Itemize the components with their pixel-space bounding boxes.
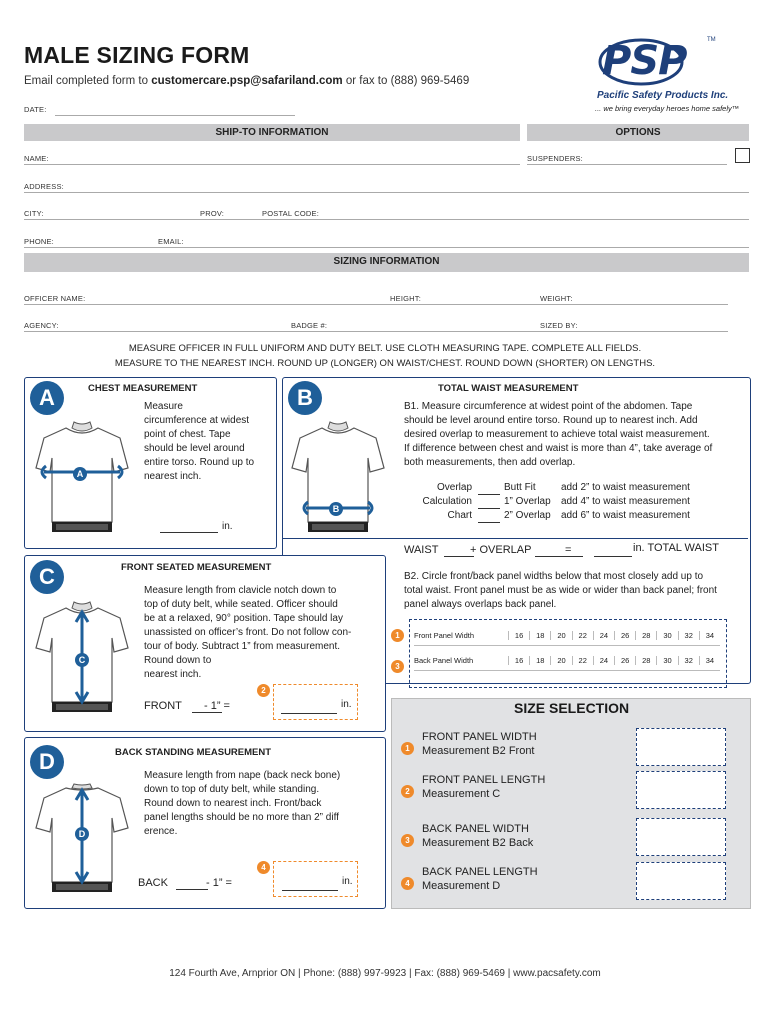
panel-width-option[interactable]: 16	[509, 656, 530, 665]
badge-label: BADGE #:	[291, 321, 328, 330]
size-item-num: 2	[401, 785, 414, 798]
name-field[interactable]	[24, 164, 520, 165]
panel-width-option[interactable]: 22	[573, 631, 594, 640]
suspenders-label: SUSPENDERS:	[527, 154, 583, 163]
email-instructions: Email completed form to customercare.psp@safariland.com or fax to (888) 969-5469	[24, 75, 470, 87]
chest-letter-badge: A	[30, 381, 64, 415]
height-label: HEIGHT:	[390, 294, 421, 303]
back-standing-instructions: Measure length from nape (back neck bone) down to top of duty belt, while standing. Round down to nearest inch. Front/back panel lengths should be no more than 2” diff erence.	[144, 770, 341, 837]
city-prov-postal-field[interactable]	[24, 219, 749, 220]
overlap-chart-rows	[478, 481, 690, 523]
panel-width-option[interactable]: 20	[551, 631, 572, 640]
logo-tagline: ... we bring everyday heroes home safely™	[595, 104, 740, 113]
panel-width-option[interactable]: 22	[573, 656, 594, 665]
back-length-num: 4	[257, 861, 270, 874]
chest-instructions: Measure circumference at widest point of chest. Tape should be level around entire torso. Round up to nearest inch.	[144, 401, 255, 482]
size-item-back-length: BACK PANEL LENGTH Measurement D	[422, 866, 538, 892]
front-length-select-box[interactable]	[636, 771, 726, 809]
size-item-front-width: FRONT PANEL WIDTH Measurement B2 Front	[422, 731, 537, 757]
email-address[interactable]: customercare.psp@safariland.com	[151, 75, 343, 87]
agency-label: AGENCY:	[24, 321, 59, 330]
front-label: FRONT	[144, 700, 182, 712]
size-item-back-width: BACK PANEL WIDTH Measurement B2 Back	[422, 823, 534, 849]
address-label: ADDRESS:	[24, 182, 64, 191]
waist-arrow-label: B	[329, 502, 343, 516]
back-label: BACK	[138, 877, 168, 889]
options-heading: OPTIONS	[527, 124, 749, 141]
agency-badge-sizedby-field[interactable]	[24, 331, 728, 332]
sizing-heading: SIZING INFORMATION	[24, 253, 749, 272]
sized-by-label: SIZED BY:	[540, 321, 578, 330]
back-unit: in.	[342, 876, 353, 887]
overlap-row[interactable]: 2” Overlap add 6” to waist measurement	[478, 509, 690, 523]
chest-unit: in.	[222, 521, 233, 532]
overlap-row[interactable]: Butt Fit add 2” to waist measurement	[478, 481, 690, 495]
panel-width-option[interactable]: 28	[636, 631, 657, 640]
back-standing-letter-badge: D	[30, 745, 64, 779]
waist-letter-badge: B	[288, 381, 322, 415]
logo-tm: TM	[707, 37, 716, 43]
waist-b2-instructions: B2. Circle front/back panel widths below that most closely add up to total waist. Front panel must be as wide or wider than back panel; front panel always overlaps back panel.	[404, 571, 717, 610]
front-panel-row	[414, 625, 720, 646]
overlap-row[interactable]: 1” Overlap add 4” to waist measurement	[478, 495, 690, 509]
chest-measurement-field[interactable]	[160, 532, 218, 533]
back-minus-label: - 1” =	[206, 877, 232, 889]
back-raw-field[interactable]	[176, 889, 208, 890]
back-panel-label: Back Panel Width	[414, 656, 509, 665]
overlap-label: + OVERLAP	[470, 544, 532, 556]
front-length-field[interactable]	[281, 713, 337, 714]
front-minus-label: - 1” =	[204, 700, 230, 712]
waist-field[interactable]	[444, 556, 474, 557]
waist-b1-instructions: B1. Measure circumference at widest point of the abdomen. Tape should be level around entire torso. Round up to nearest inch. Add desired overlap to measurement to achieve total waist measurement. If difference between chest and waist is more than 4”, take average of both measurements, then add overlap.	[404, 401, 713, 468]
panel-width-option[interactable]: 24	[594, 631, 615, 640]
back-panel-num: 3	[391, 660, 404, 673]
chest-title: CHEST MEASUREMENT	[88, 383, 198, 394]
front-width-box[interactable]	[636, 728, 726, 766]
size-item-num: 3	[401, 834, 414, 847]
overlap-field[interactable]	[535, 556, 583, 557]
total-waist-field[interactable]	[594, 556, 632, 557]
waist-divider	[283, 538, 748, 539]
phone-email-field[interactable]	[24, 247, 749, 248]
address-field[interactable]	[24, 192, 749, 193]
date-label: DATE:	[24, 105, 47, 114]
waist-title: TOTAL WAIST MEASUREMENT	[438, 383, 579, 394]
chest-arrow-label: A	[73, 467, 87, 481]
officer-name-label: OFFICER NAME:	[24, 294, 86, 303]
name-label: NAME:	[24, 154, 49, 163]
panel-width-option[interactable]: 24	[594, 656, 615, 665]
panel-width-option[interactable]: 30	[657, 656, 678, 665]
panel-width-option[interactable]: 30	[657, 631, 678, 640]
total-waist-label: in. TOTAL WAIST	[633, 542, 719, 554]
waist-label: WAIST	[404, 544, 439, 556]
front-seated-letter-badge: C	[30, 560, 64, 594]
form-title: MALE SIZING FORM	[24, 42, 250, 68]
panel-width-option[interactable]: 32	[679, 631, 700, 640]
panel-width-option[interactable]: 18	[530, 631, 551, 640]
panel-width-option[interactable]: 16	[509, 631, 530, 640]
back-length-field[interactable]	[282, 890, 338, 891]
panel-width-option[interactable]: 28	[636, 656, 657, 665]
waist-shirt-illustration	[288, 418, 388, 540]
ship-to-heading: SHIP-TO INFORMATION	[24, 124, 520, 141]
front-seated-instructions: Measure length from clavicle notch down to top of duty belt, while seated. Officer should be at a relaxed, 90° position. Tape should lay unassisted on officer’s front. Do not follow con- tour of body. Subtract 1” from measurement. Round down to nearest inch.	[144, 585, 352, 680]
panel-width-option[interactable]: 20	[551, 656, 572, 665]
panel-width-option[interactable]: 26	[615, 631, 636, 640]
city-label: CITY:	[24, 209, 44, 218]
phone-label: PHONE:	[24, 237, 54, 246]
logo-company: Pacific Safety Products Inc.	[597, 90, 729, 101]
back-arrow-label: D	[75, 827, 89, 841]
instructions-line-2: MEASURE TO THE NEAREST INCH. ROUND UP (LONGER) ON WAIST/CHEST. ROUND DOWN (SHORTER) ON LENGTHS.	[114, 358, 656, 369]
front-seated-title: FRONT SEATED MEASUREMENT	[121, 562, 272, 573]
size-selection-title: SIZE SELECTION	[514, 700, 630, 716]
email-label: EMAIL:	[158, 237, 184, 246]
panel-width-option[interactable]: 32	[679, 656, 700, 665]
postal-code-label: POSTAL CODE:	[262, 209, 319, 218]
size-item-front-length: FRONT PANEL LENGTH Measurement C	[422, 774, 546, 800]
front-panel-num: 1	[391, 629, 404, 642]
back-length-select-box[interactable]	[636, 862, 726, 900]
back-standing-title: BACK STANDING MEASUREMENT	[115, 747, 272, 758]
panel-width-option[interactable]: 34	[705, 655, 715, 665]
front-arrow-label: C	[75, 653, 89, 667]
prov-label: PROV:	[200, 209, 225, 218]
panel-width-option[interactable]: 34	[705, 630, 715, 640]
tshirt-waist-icon	[288, 418, 388, 540]
panel-width-option[interactable]: 18	[530, 656, 551, 665]
size-item-num: 4	[401, 877, 414, 890]
equals-sign: =	[565, 544, 572, 556]
front-length-num: 2	[257, 684, 270, 697]
size-item-num: 1	[401, 742, 414, 755]
overlap-chart-title: Overlap Calculation Chart	[422, 482, 472, 521]
back-width-box[interactable]	[636, 818, 726, 856]
instructions-line-1: MEASURE OFFICER IN FULL UNIFORM AND DUTY BELT. USE CLOTH MEASURING TAPE. COMPLETE ALL FIELDS.	[128, 343, 642, 354]
officer-height-weight-field[interactable]	[24, 304, 728, 305]
front-unit: in.	[341, 699, 352, 710]
footer-contact: 124 Fourth Ave, Arnprior ON | Phone: (888) 997-9923 | Fax: (888) 969-5469 | www.pacsafety.com	[169, 968, 601, 979]
panel-width-option[interactable]: 26	[615, 656, 636, 665]
back-panel-row	[414, 650, 720, 671]
front-panel-label: Front Panel Width	[414, 631, 509, 640]
psp-brand: PSP	[602, 38, 687, 84]
weight-label: WEIGHT:	[540, 294, 573, 303]
suspenders-line	[527, 164, 727, 165]
date-field[interactable]	[55, 115, 295, 116]
front-raw-field[interactable]	[192, 712, 222, 713]
suspenders-checkbox[interactable]	[735, 148, 750, 163]
